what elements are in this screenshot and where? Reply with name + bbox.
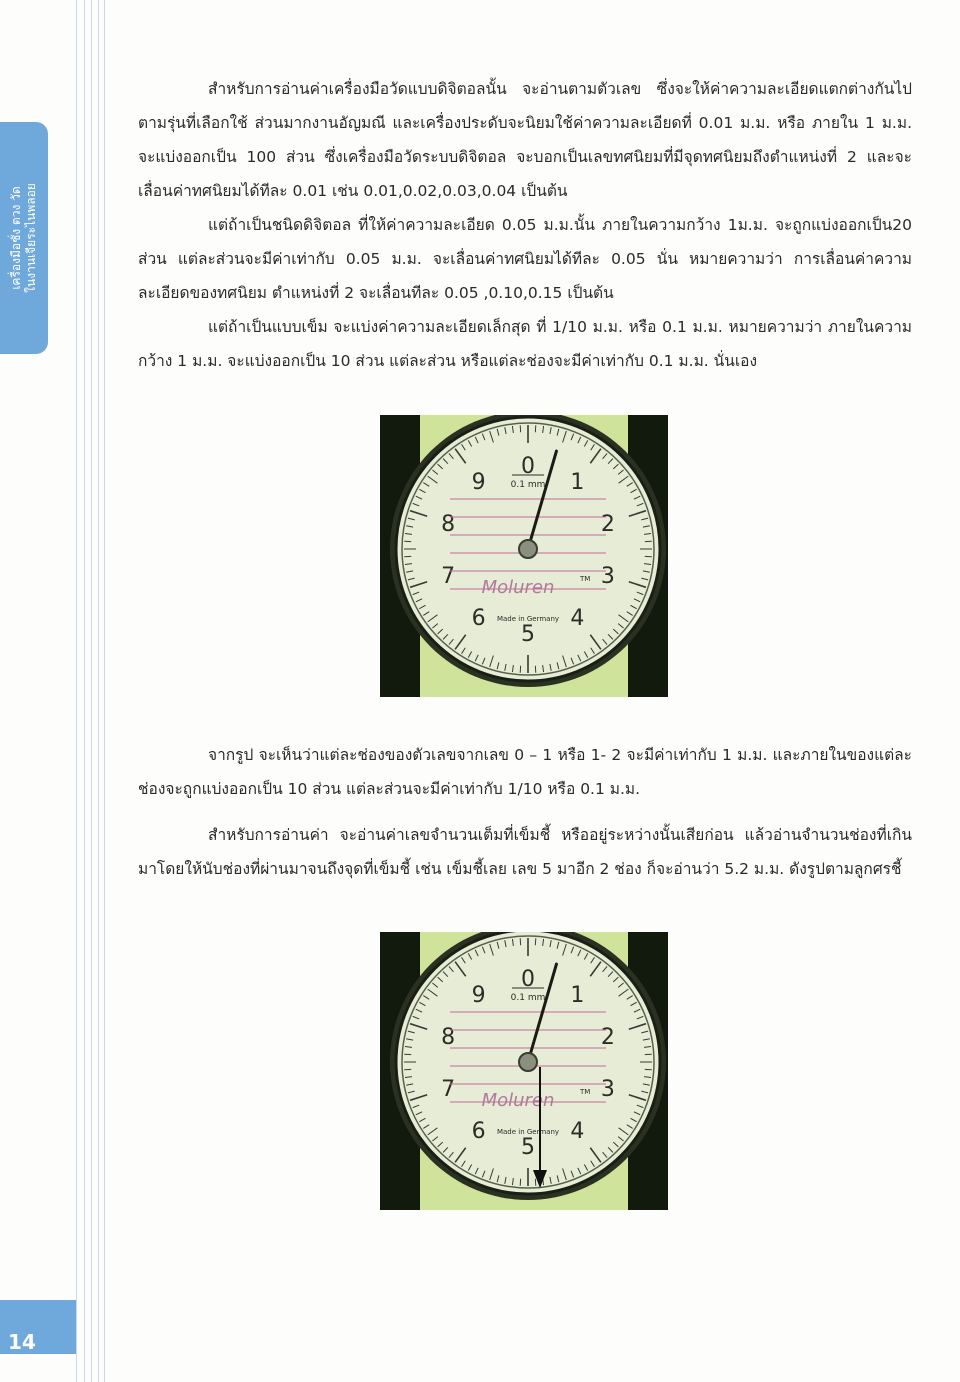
dial-number: 2	[600, 512, 615, 538]
dial-number: 8	[441, 512, 456, 538]
dial-brand: Moluren	[481, 1090, 555, 1111]
page-number: 14	[8, 1330, 36, 1354]
dial-number: 8	[441, 1025, 456, 1051]
dial-number: 6	[471, 605, 486, 631]
bottom-text-block-1	[138, 738, 912, 806]
sidebar-guide-lines	[76, 0, 106, 1382]
paragraph-scale-explain: จากรูป จะเห็นว่าแต่ละช่องของตัวเลขจากเลข 0 – 1 หรือ 1- 2 จะมีค่าเท่ากับ 1 ม.ม. และภายในของแต่ละช่องจะถูกแบ่งออกเป็น 10 ส่วน แต่ละส่วนจะมีค่าเท่ากับ 1/10 หรือ 0.1 ม.ม.	[138, 746, 912, 798]
dial-number: 4	[570, 605, 585, 631]
chapter-tab-line-1: เครื่องมือชั่ง ตวง วัด	[9, 186, 23, 290]
dial-unit-label: 0.1 mm	[510, 480, 546, 490]
dial-number: 3	[600, 563, 615, 589]
chapter-tab-label	[9, 183, 39, 293]
dial-hub	[519, 540, 537, 558]
dial-number: 4	[570, 1118, 585, 1144]
dial-number: 6	[471, 1118, 486, 1144]
bottom-text-block-2	[138, 818, 912, 886]
dial-unit-label: 0.1 mm	[510, 993, 546, 1003]
dial-gauge-photo-2	[380, 932, 668, 1210]
dial-hub	[519, 1053, 537, 1071]
dial-number: 5	[521, 622, 535, 647]
dial-number: 0	[521, 967, 535, 992]
dial-number: 9	[471, 983, 486, 1009]
dial-made-in: Made in Germany	[496, 1128, 560, 1136]
dial-number: 1	[570, 983, 585, 1009]
dial-number: 1	[570, 470, 585, 496]
dial-number: 7	[441, 563, 456, 589]
dial-number: 9	[471, 470, 486, 496]
top-text-block	[138, 72, 912, 378]
dial-number: 2	[600, 1025, 615, 1051]
dial-number: 5	[521, 1135, 535, 1160]
dial-gauge-photo-1	[380, 415, 668, 697]
paragraph-reading-method: สำหรับการอ่านค่า จะอ่านค่าเลขจำนวนเต็มที่เข็มชี้ หรืออยู่ระหว่างนั้นเสียก่อน แล้วอ่านจำนวนช่องที่เกินมาโดยให้นับช่องที่ผ่านมาจนถึงจุดที่เข็มชี้ เช่น เข็มชี้เลย เลข 5 มาอีก 2 ช่อง ก็จะอ่านว่า 5.2 ม.ม. ดังรูปตามลูกศรชี้	[138, 826, 912, 878]
dial-number: 7	[441, 1076, 456, 1102]
dial-number: 0	[521, 454, 535, 479]
dial-brand: Moluren	[481, 577, 555, 598]
chapter-tab-line-2: ในงานเจียระไนพลอย	[24, 183, 38, 293]
paragraph-needle-type: แต่ถ้าเป็นแบบเข็ม จะแบ่งค่าความละเอียดเล็กสุด ที่ 1/10 ม.ม. หรือ 0.1 ม.ม. หมายความว่า ภายในความกว้าง 1 ม.ม. จะแบ่งออกเป็น 10 ส่วน แต่ละส่วน หรือแต่ละช่องจะมีค่าเท่ากับ 0.1 ม.ม. นั่นเอง	[138, 318, 912, 370]
dial-tm: TM	[580, 575, 591, 583]
paragraph-digital-005: แต่ถ้าเป็นชนิดดิจิตอล ที่ให้ค่าความละเอียด 0.05 ม.ม.นั้น ภายในความกว้าง 1ม.ม. จะถูกแบ่งออกเป็น20 ส่วน แต่ละส่วนจะมีค่าเท่ากับ 0.05 ม.ม. จะเลื่อนค่าทศนิยมได้ทีละ 0.05 นั่น หมายความว่า การเลื่อนค่าความละเอียดของทศนิยม ตำแหน่งที่ 2 จะเลื่อนทีละ 0.05 ,0.10,0.15 เป็นต้น	[138, 216, 912, 302]
dial-made-in: Made in Germany	[496, 615, 560, 623]
dial-tm: TM	[580, 1088, 591, 1096]
dial-number: 3	[600, 1076, 615, 1102]
paragraph-digital-001: สำหรับการอ่านค่าเครื่องมือวัดแบบดิจิตอลนั้น จะอ่านตามตัวเลข ซึ่งจะให้ค่าความละเอียดแตกต่างกันไปตามรุ่นที่เลือกใช้ ส่วนมากงานอัญมณี และเครื่องประดับจะนิยมใช้ค่าความละเอียดที่ 0.01 ม.ม. หรือ ภายใน 1 ม.ม. จะแบ่งออกเป็น 100 ส่วน ซึ่งเครื่องมือวัดระบบดิจิตอล จะบอกเป็นเลขทศนิยมที่มีจุดทศนิยมถึงตำแหน่งที่ 2 และจะเลื่อนค่าทศนิยมได้ทีละ 0.01 เช่น 0.01,0.02,0.03,0.04 เป็นต้น	[138, 80, 912, 200]
